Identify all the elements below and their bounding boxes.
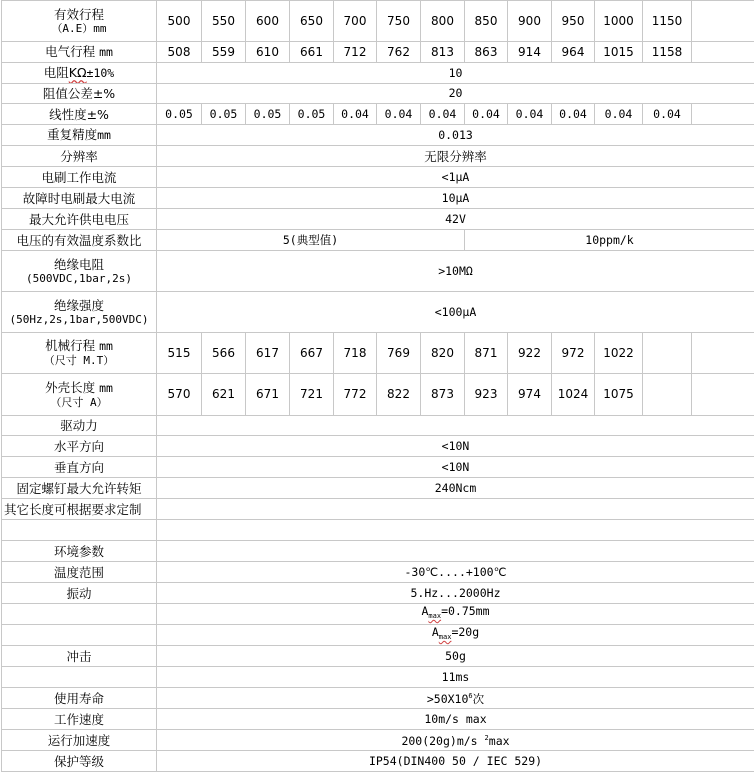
- tolerance-value: 20: [157, 84, 754, 104]
- housing-length-cell: 873: [421, 374, 465, 416]
- effective-stroke-cell: 600: [246, 1, 290, 42]
- drive-force-value: [157, 416, 754, 436]
- speed-value: 10m/s max: [157, 709, 754, 730]
- temperature-range-value: -30℃....+100℃: [157, 562, 754, 583]
- row-housing-length: [2, 374, 754, 416]
- row-mechanical-stroke: [2, 333, 754, 374]
- housing-length-label: 外壳长度 mm （尺寸 A）: [2, 374, 157, 416]
- insulation-resistance-value: >10MΩ: [157, 251, 754, 292]
- acceleration-label: 运行加速度: [2, 730, 157, 751]
- mechanical-stroke-cell: 617: [246, 333, 290, 374]
- mechanical-stroke-cell: 718: [334, 333, 377, 374]
- housing-length-cell: 570: [157, 374, 202, 416]
- row-temperature-range: [2, 562, 754, 583]
- row-acceleration: [2, 730, 754, 751]
- effective-stroke-cell: 800: [421, 1, 465, 42]
- row-custom-length: [2, 499, 754, 520]
- row-protection: [2, 751, 754, 772]
- empty-cell: [692, 333, 754, 374]
- custom-length-note: 其它长度可根据要求定制: [2, 499, 157, 520]
- row-vertical: [2, 457, 754, 478]
- effective-stroke-cell: 1150: [643, 1, 692, 42]
- effective-stroke-label: 有效行程 （A.E）mm: [2, 1, 157, 42]
- temperature-range-label: 温度范围: [2, 562, 157, 583]
- vibration-amplitude: $A_{max}=0.75mm$: [157, 604, 754, 625]
- speed-label: 工作速度: [2, 709, 157, 730]
- mechanical-stroke-unit: mm: [99, 339, 113, 353]
- max-voltage-value: 42V: [157, 209, 754, 230]
- mechanical-stroke-cell: 820: [421, 333, 465, 374]
- row-tolerance: [2, 84, 754, 104]
- repeatability-unit: mm: [97, 128, 111, 142]
- housing-length-cell: 721: [290, 374, 334, 416]
- row-max-voltage: [2, 209, 754, 230]
- life-label: 使用寿命: [2, 688, 157, 709]
- empty-cell: [692, 42, 754, 63]
- repeatability-label: 重复精度mm: [2, 125, 157, 146]
- specification-table: [1, 0, 754, 772]
- empty-cell: [2, 625, 157, 646]
- mechanical-stroke-cell: 667: [290, 333, 334, 374]
- environment-value: [157, 541, 754, 562]
- row-screw-torque: [2, 478, 754, 499]
- horizontal-label: 水平方向: [2, 436, 157, 457]
- electrical-stroke-cell: 914: [508, 42, 552, 63]
- electrical-stroke-cell: 559: [202, 42, 246, 63]
- row-vibration-acceleration: [2, 625, 754, 646]
- wiper-current-value: <1μA: [157, 167, 754, 188]
- housing-length-unit: mm: [99, 380, 113, 395]
- empty-cell: [692, 104, 754, 125]
- housing-length-cell: 621: [202, 374, 246, 416]
- row-resolution: [2, 146, 754, 167]
- linearity-cell: 0.04: [465, 104, 508, 125]
- vertical-value: <10N: [157, 457, 754, 478]
- screw-torque-label: 固定螺钉最大允许转矩: [2, 478, 157, 499]
- effective-stroke-cell: 700: [334, 1, 377, 42]
- row-fault-current: [2, 188, 754, 209]
- housing-length-cell: [643, 374, 692, 416]
- electrical-stroke-cell: 813: [421, 42, 465, 63]
- row-wiper-current: [2, 167, 754, 188]
- effective-stroke-cell: 500: [157, 1, 202, 42]
- empty-cell: [2, 667, 157, 688]
- row-vibration-amplitude: [2, 604, 754, 625]
- electrical-stroke-cell: 863: [465, 42, 508, 63]
- dielectric-strength-sub: (50Hz,2s,1bar,500VDC): [9, 312, 149, 326]
- electrical-stroke-cell: 661: [290, 42, 334, 63]
- housing-length-cell: 1075: [595, 374, 643, 416]
- linearity-cell: 0.04: [421, 104, 465, 125]
- linearity-cell: 0.04: [552, 104, 595, 125]
- row-resistance: [2, 63, 754, 84]
- linearity-cell: 0.04: [595, 104, 643, 125]
- wiper-current-label: 电刷工作电流: [2, 167, 157, 188]
- temp-coefficient-typical: 5(典型值): [157, 230, 465, 251]
- protection-label: 保护等级: [2, 751, 157, 772]
- row-environment: [2, 541, 754, 562]
- empty-cell: [692, 374, 754, 416]
- mechanical-stroke-label: 机械行程 mm （尺寸 M.T）: [2, 333, 157, 374]
- linearity-cell: 0.04: [643, 104, 692, 125]
- row-drive-force: [2, 416, 754, 436]
- effective-stroke-cell: 900: [508, 1, 552, 42]
- insulation-resistance-sub: (500VDC,1bar,2s): [26, 271, 132, 285]
- row-dielectric-strength: [2, 292, 754, 333]
- vibration-frequency: 5.Hz...2000Hz: [157, 583, 754, 604]
- linearity-cell: 0.05: [290, 104, 334, 125]
- tolerance-label: 阻值公差±%: [2, 84, 157, 104]
- protection-value: IP54(DIN400 50 / IEC 529): [157, 751, 754, 772]
- screw-torque-value: 240Ncm: [157, 478, 754, 499]
- effective-stroke-cell: 1000: [595, 1, 643, 42]
- mechanical-stroke-sub: （尺寸 M.T）: [43, 354, 115, 367]
- linearity-cell: 0.04: [377, 104, 421, 125]
- housing-length-cell: 974: [508, 374, 552, 416]
- resolution-value: 无限分辨率: [157, 146, 754, 167]
- linearity-cell: 0.05: [202, 104, 246, 125]
- linearity-cell: 0.05: [157, 104, 202, 125]
- row-speed: [2, 709, 754, 730]
- housing-length-sub: （尺寸 A）: [50, 395, 108, 409]
- repeatability-value: 0.013: [157, 125, 754, 146]
- insulation-resistance-label: 绝缘电阻 (500VDC,1bar,2s): [2, 251, 157, 292]
- resistance-label: 电阻KΩ±10%: [2, 63, 157, 84]
- housing-length-cell: 822: [377, 374, 421, 416]
- dielectric-strength-value: <100μA: [157, 292, 754, 333]
- vertical-label: 垂直方向: [2, 457, 157, 478]
- resolution-label: 分辨率: [2, 146, 157, 167]
- effective-stroke-sub: （A.E）mm: [51, 21, 107, 35]
- electrical-stroke-cell: 1015: [595, 42, 643, 63]
- mechanical-stroke-cell: 566: [202, 333, 246, 374]
- row-repeatability: [2, 125, 754, 146]
- max-voltage-label: 最大允许供电电压: [2, 209, 157, 230]
- blank-label: [2, 520, 157, 541]
- row-insulation-resistance: [2, 251, 754, 292]
- electrical-stroke-cell: 610: [246, 42, 290, 63]
- row-shock: [2, 646, 754, 667]
- acceleration-value: 200(20g)m/s $^2$max: [157, 730, 754, 751]
- horizontal-value: <10N: [157, 436, 754, 457]
- electrical-stroke-cell: 964: [552, 42, 595, 63]
- linearity-cell: 0.04: [508, 104, 552, 125]
- temp-coefficient-max: 10ppm/k: [465, 230, 754, 251]
- mechanical-stroke-cell: [643, 333, 692, 374]
- housing-length-cell: 923: [465, 374, 508, 416]
- shock-duration: 11ms: [157, 667, 754, 688]
- mechanical-stroke-cell: 769: [377, 333, 421, 374]
- row-effective-stroke: [2, 1, 754, 42]
- electrical-stroke-cell: 1158: [643, 42, 692, 63]
- mechanical-stroke-cell: 515: [157, 333, 202, 374]
- row-electrical-stroke: [2, 42, 754, 63]
- row-blank: [2, 520, 754, 541]
- row-horizontal: [2, 436, 754, 457]
- electrical-stroke-cell: 762: [377, 42, 421, 63]
- empty-cell: [2, 604, 157, 625]
- electrical-stroke-unit: mm: [99, 45, 113, 59]
- shock-label: 冲击: [2, 646, 157, 667]
- shock-acceleration: 50g: [157, 646, 754, 667]
- electrical-stroke-label: 电气行程 mm: [2, 42, 157, 63]
- resistance-unit: KΩ: [68, 65, 87, 80]
- housing-length-cell: 671: [246, 374, 290, 416]
- resistance-value: 10: [157, 63, 754, 84]
- vibration-label: 振动: [2, 583, 157, 604]
- drive-force-label: 驱动力: [2, 416, 157, 436]
- dielectric-strength-label: 绝缘强度 (50Hz,2s,1bar,500VDC): [2, 292, 157, 333]
- environment-label: 环境参数: [2, 541, 157, 562]
- linearity-label: 线性度±%: [2, 104, 157, 125]
- row-linearity: [2, 104, 754, 125]
- linearity-cell: 0.04: [334, 104, 377, 125]
- mechanical-stroke-cell: 922: [508, 333, 552, 374]
- effective-stroke-cell: 550: [202, 1, 246, 42]
- mechanical-stroke-cell: 1022: [595, 333, 643, 374]
- mechanical-stroke-cell: 871: [465, 333, 508, 374]
- temp-coefficient-label: 电压的有效温度系数比: [2, 230, 157, 251]
- effective-stroke-cell: 950: [552, 1, 595, 42]
- effective-stroke-cell: 650: [290, 1, 334, 42]
- empty-cell: [692, 1, 754, 42]
- effective-stroke-cell: 850: [465, 1, 508, 42]
- custom-length-value: [157, 499, 754, 520]
- mechanical-stroke-cell: 972: [552, 333, 595, 374]
- electrical-stroke-cell: 712: [334, 42, 377, 63]
- row-shock-duration: [2, 667, 754, 688]
- row-vibration: [2, 583, 754, 604]
- fault-current-value: 10μA: [157, 188, 754, 209]
- linearity-cell: 0.05: [246, 104, 290, 125]
- effective-stroke-cell: 750: [377, 1, 421, 42]
- fault-current-label: 故障时电刷最大电流: [2, 188, 157, 209]
- blank-value: [157, 520, 754, 541]
- row-temp-coefficient: [2, 230, 754, 251]
- vibration-acceleration: $A_{max}=20g$: [157, 625, 754, 646]
- housing-length-cell: 1024: [552, 374, 595, 416]
- row-life: [2, 688, 754, 709]
- electrical-stroke-cell: 508: [157, 42, 202, 63]
- housing-length-cell: 772: [334, 374, 377, 416]
- life-value: $>50X10^6$次: [157, 688, 754, 709]
